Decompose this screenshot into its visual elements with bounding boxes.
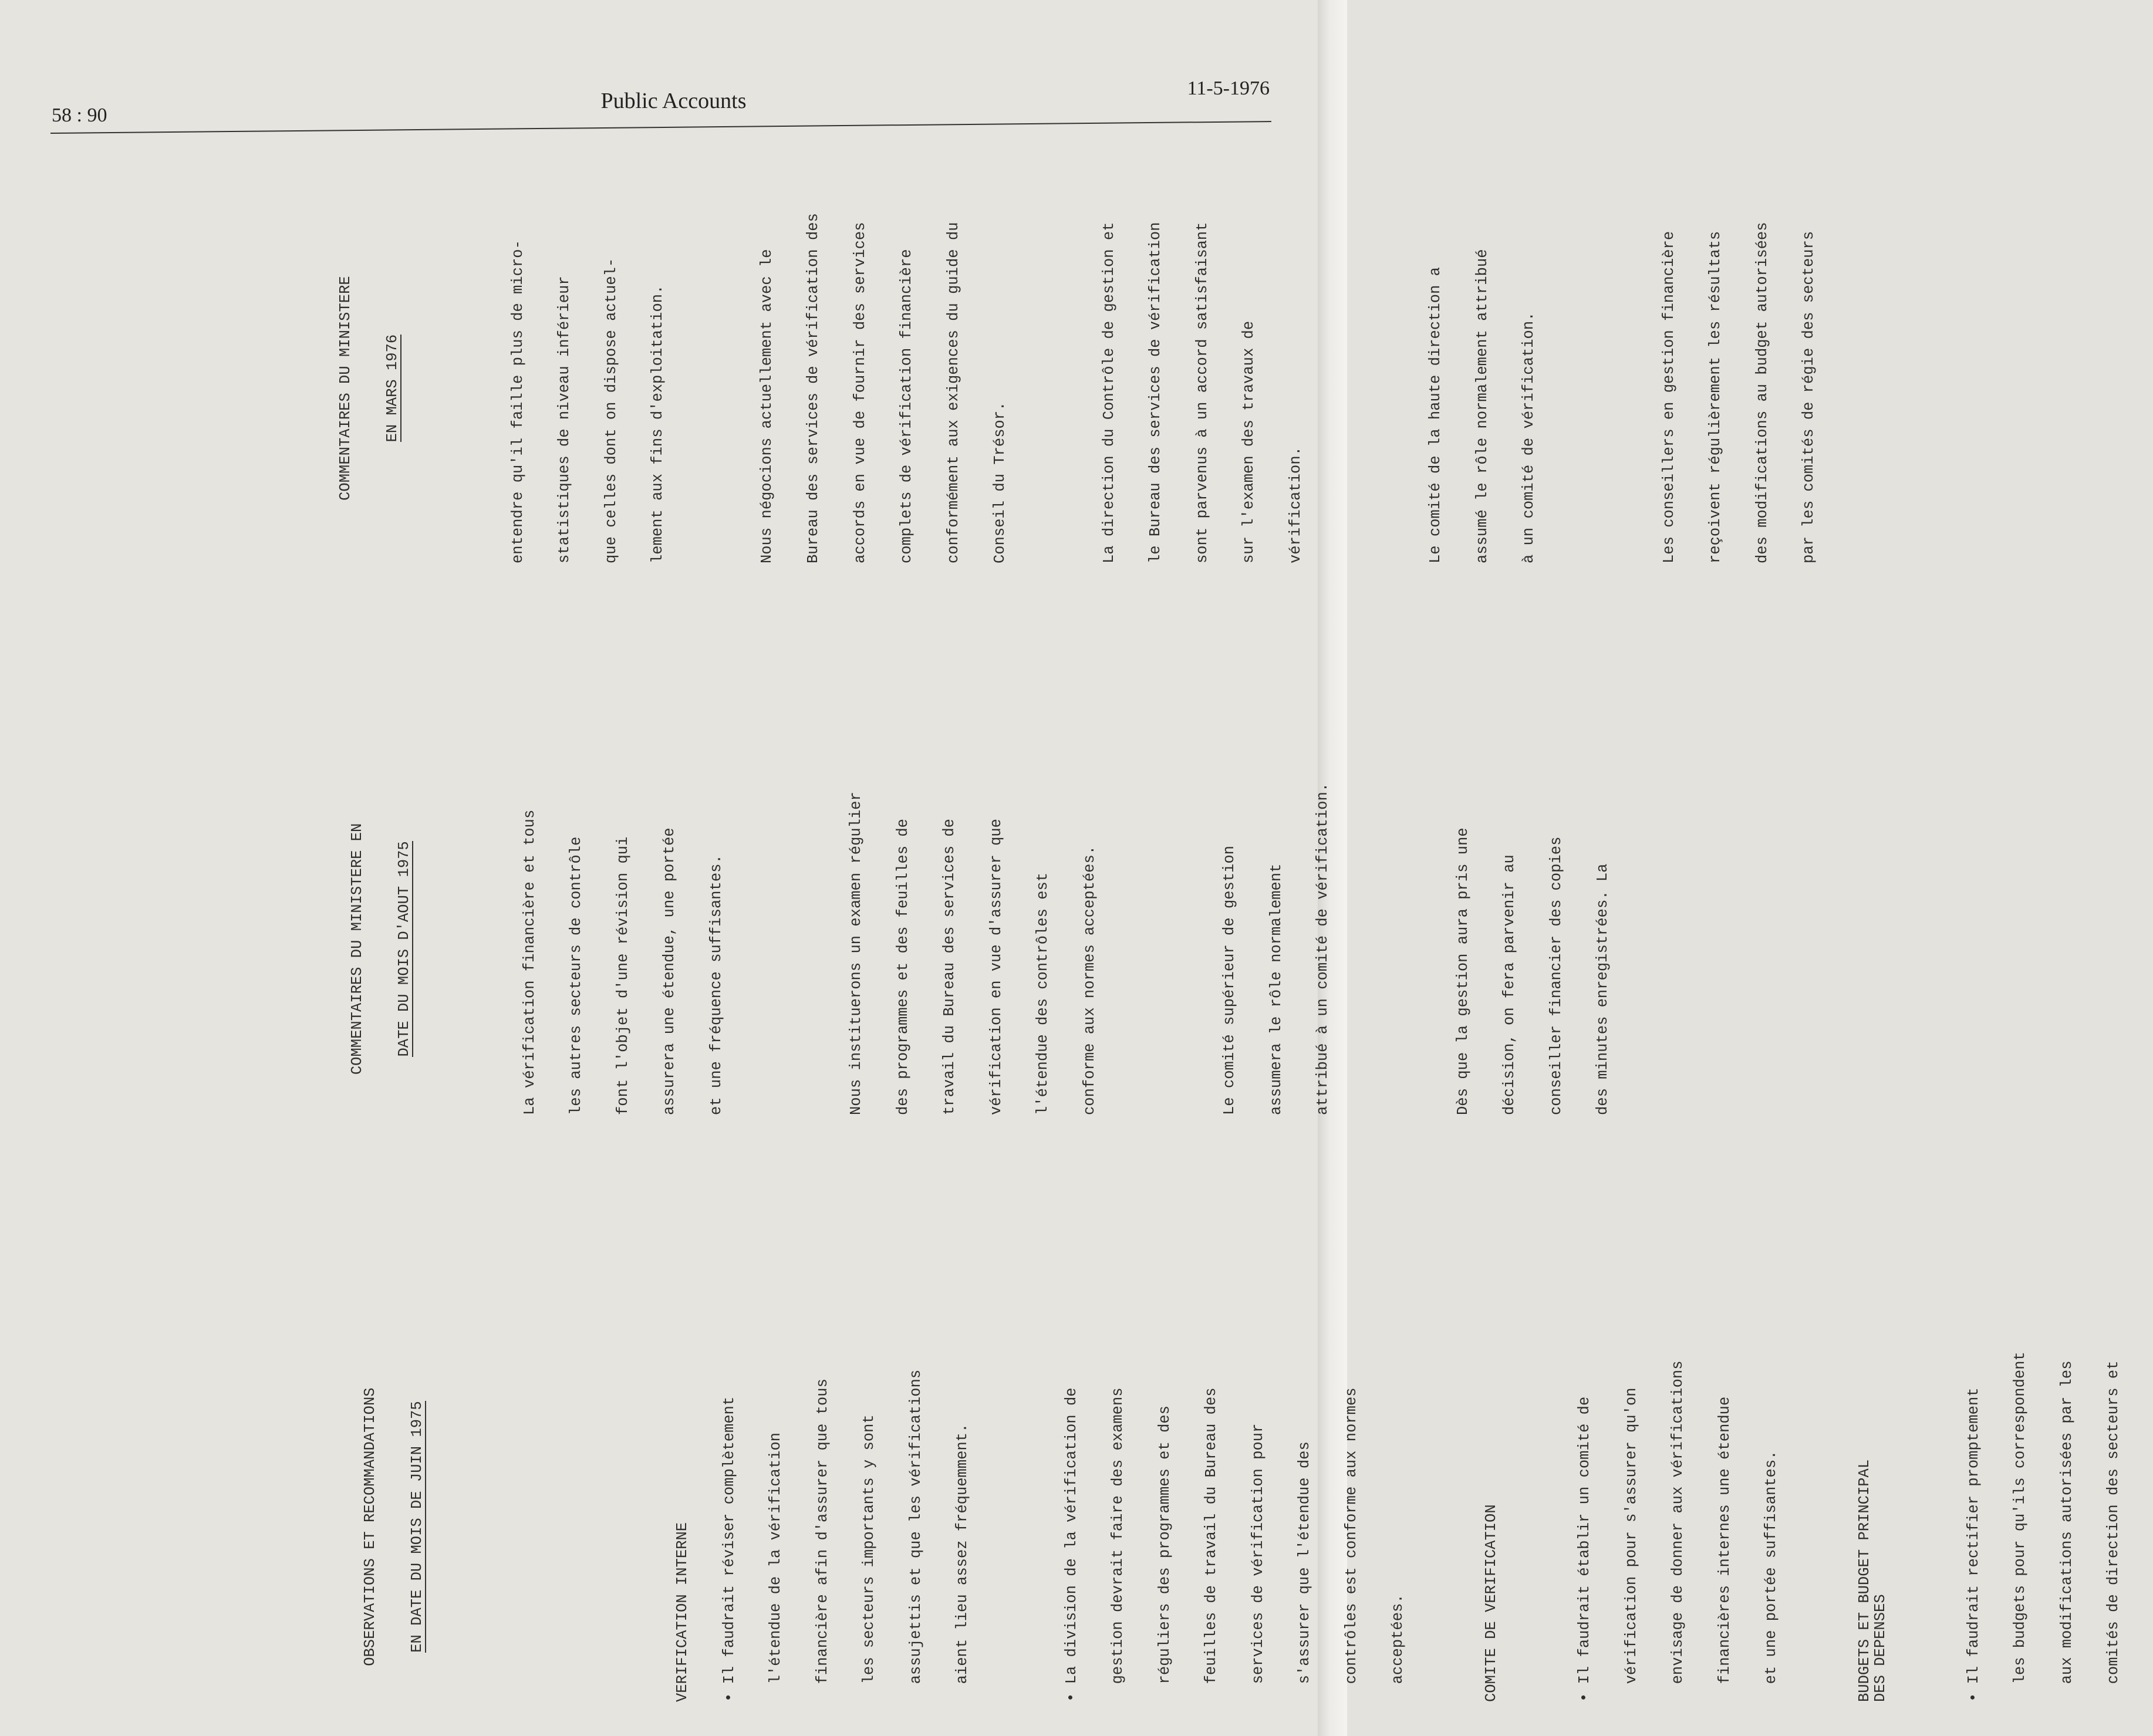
text-line: Nous négocions actuellement avec le (758, 249, 775, 563)
text-line: statistiques de niveau inférieur (556, 276, 573, 563)
heading-line-underlined: EN MARS 1976 (383, 334, 401, 443)
text-line: Dès que la gestion aura pris une (1454, 828, 1472, 1115)
column-heading (319, 783, 444, 1115)
text-line: • La division de la vérification de (1062, 1387, 1080, 1702)
text-line: vérification. (1287, 447, 1304, 563)
text-line: Le comité supérieur de gestion (1221, 845, 1238, 1115)
column-heading (307, 213, 433, 563)
text-line: lement aux fins d'exploitation. (649, 285, 666, 563)
text-line: • Il faudrait établir un comité de (1576, 1396, 1593, 1702)
column-heading (332, 1352, 457, 1702)
text-line: Le comité de la haute direction a (1427, 267, 1444, 563)
section-title: COMITE DE VERIFICATION (1483, 1504, 1500, 1702)
section-title: BUDGETS ET BUDGET PRINCIPAL DES DEPENSES (1856, 1459, 1889, 1702)
text-line: complets de vérification financière (898, 249, 915, 563)
heading-line: OBSERVATIONS ET RECOMMANDATIONS (362, 1387, 379, 1666)
text-line: financière afin d'assurer que tous (814, 1379, 831, 1702)
text-line: Les conseillers en gestion financière (1660, 231, 1678, 563)
text-line: envisage de donner aux vérifications (1669, 1360, 1686, 1702)
page-number: 58 : 90 (52, 104, 107, 126)
heading-line: COMMENTAIRES DU MINISTERE EN (349, 823, 366, 1075)
column-observations (301, 1352, 2153, 1702)
text-line: assurera une étendue, une portée (661, 828, 678, 1115)
text-line: feuilles de travail du Bureau des (1203, 1387, 1220, 1702)
text-line: les autres secteurs de contrôle (568, 836, 585, 1115)
running-title: Public Accounts (600, 89, 747, 113)
heading-line-underlined: EN DATE DU MOIS DE JUIN 1975 (408, 1401, 426, 1653)
text-line: La direction du Contrôle de gestion et (1100, 222, 1118, 563)
text-line: aux modifications autorisées par les (2058, 1360, 2076, 1702)
text-line: gestion devrait faire des examens (1109, 1387, 1126, 1702)
text-line: conformément aux exigences du guide du (944, 222, 962, 563)
text-line: des minutes enregistrées. La (1594, 863, 1611, 1115)
text-line: sur l'examen des travaux de (1240, 320, 1257, 563)
text-line: vérification en vue d'assurer que (987, 819, 1005, 1115)
text-line: Nous instituerons un examen régulier (848, 792, 865, 1115)
text-line: sont parvenus à un accord satisfaisant (1193, 222, 1211, 563)
heading-line-underlined: DATE DU MOIS D'AOUT 1975 (395, 841, 413, 1057)
text-line: assumera le rôle normalement (1267, 863, 1285, 1115)
text-line: s'assurer que l'étendue des (1296, 1441, 1313, 1702)
text-line: assujettis et que les vérifications (907, 1369, 924, 1702)
text-line: décision, on fera parvenir au (1501, 855, 1518, 1115)
text-line: et une fréquence suffisantes. (707, 855, 725, 1115)
section-title: VERIFICATION INTERNE (674, 1522, 691, 1702)
text-line: Bureau des services de vérification des (805, 213, 822, 563)
header-rule (50, 121, 1271, 134)
text-line: conforme aux normes acceptées. (1081, 845, 1098, 1115)
text-line: des programmes et des feuilles de (894, 819, 912, 1115)
text-line: et une portée suffisantes. (1763, 1450, 1780, 1702)
text-line: à un comité de vérification. (1520, 312, 1537, 563)
text-line: La vérification financière et tous (521, 809, 538, 1115)
text-line: travail du Bureau des services de (941, 819, 958, 1115)
text-line: les secteurs importants y sont (860, 1414, 878, 1702)
text-line: réguliers des programmes et des (1156, 1406, 1173, 1702)
text-line: aient lieu assez fréquemment. (954, 1423, 971, 1702)
text-line: contrôles est conforme aux normes (1342, 1387, 1360, 1702)
text-line: attribué à un comité de vérification. (1314, 782, 1331, 1115)
text-line: les budgets pour qu'ils correspondent (2012, 1352, 2029, 1702)
text-line: conseiller financier des copies (1547, 836, 1565, 1115)
text-line: que celles dont on dispose actuel- (602, 258, 620, 563)
text-line: le Bureau des services de vérification (1147, 222, 1164, 563)
text-line: acceptées. (1389, 1594, 1406, 1702)
text-line: reçoivent régulièrement les résultats (1707, 231, 1724, 563)
text-line: services de vérification pour (1249, 1423, 1267, 1702)
column-comments-1976 (276, 213, 1848, 563)
heading-line: COMMENTAIRES DU MINISTERE (337, 276, 354, 501)
header-date: 11-5-1976 (1187, 77, 1270, 99)
text-line: l'étendue de la vérification (767, 1432, 784, 1702)
text-line: Conseil du Trésor. (991, 401, 1008, 563)
text-line: entendre qu'il faille plus de micro- (509, 240, 527, 563)
text-line: financières internes une étendue (1716, 1396, 1733, 1702)
text-line: accords en vue de fournir des services (851, 222, 869, 563)
text-line: des modifications au budget autorisées (1753, 222, 1771, 563)
text-line: comités de direction des secteurs et (2105, 1360, 2122, 1702)
text-line: l'étendue des contrôles est (1034, 872, 1051, 1115)
text-line: • Il faudrait réviser complètement (720, 1396, 738, 1702)
column-comments-1975 (288, 783, 1642, 1115)
text-line: assumé le rôle normalement attribué (1473, 249, 1491, 563)
text-line: • Il faudrait rectifier promptement (1965, 1387, 1982, 1702)
text-line: font l'objet d'une révision qui (614, 836, 632, 1115)
text-line: vérification pour s'assurer qu'on (1622, 1387, 1640, 1702)
text-line: par les comités de régie des secteurs (1800, 231, 1817, 563)
